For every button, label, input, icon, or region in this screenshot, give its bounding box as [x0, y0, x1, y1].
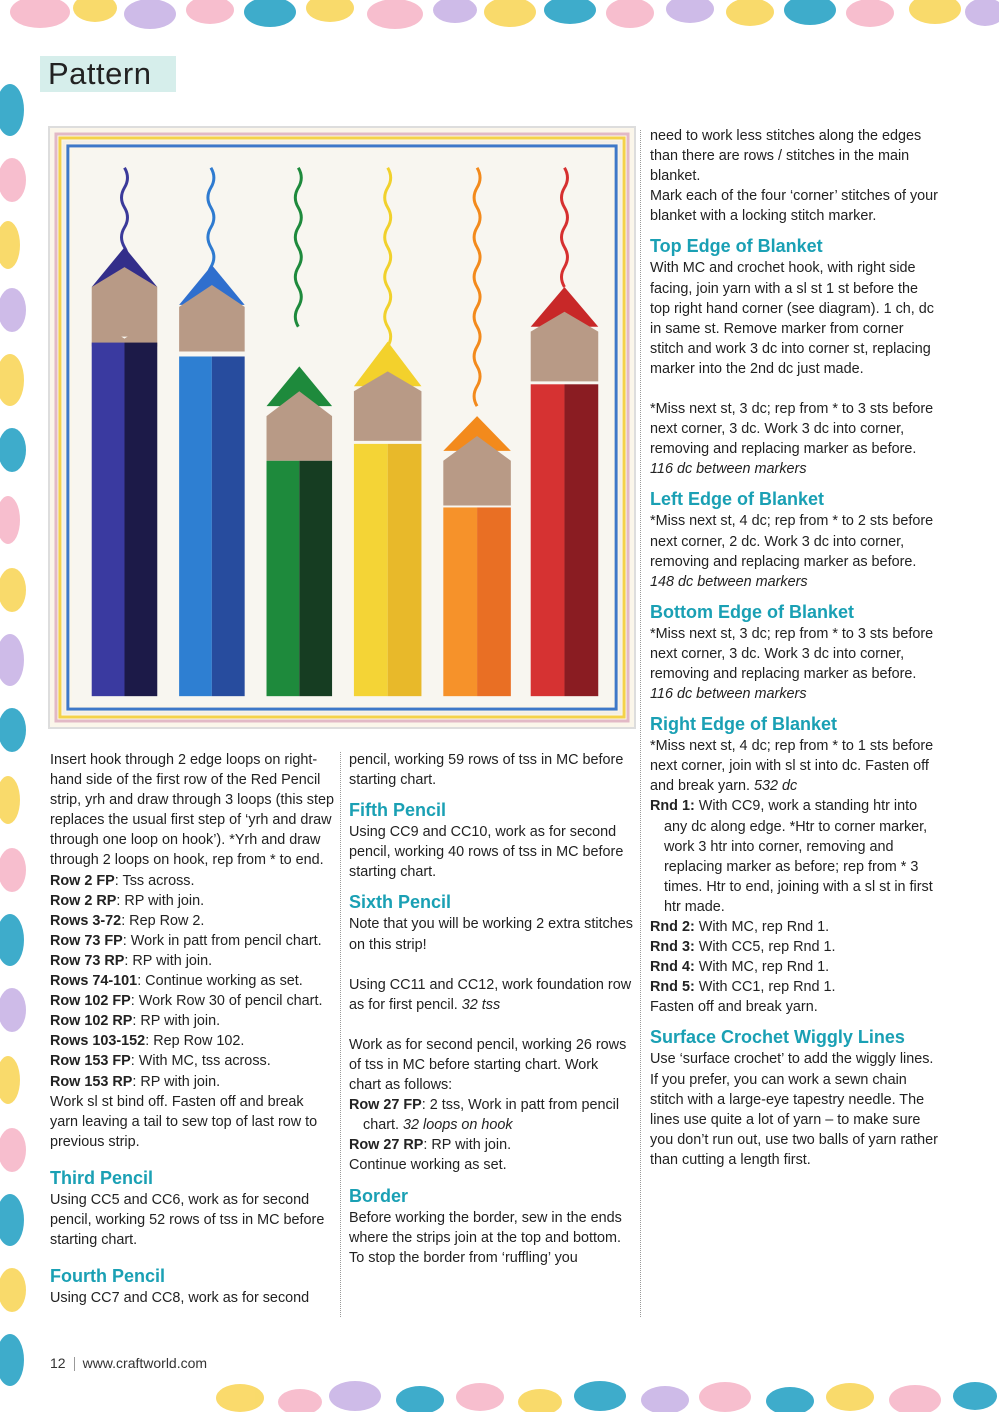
text-column-2 [349, 750, 634, 1268]
row-instruction: Row 102 RP: RP with join. [50, 1013, 221, 1030]
fifth-pencil-heading: Fifth Pencil [349, 800, 447, 821]
left-edge-heading: Left Edge of Blanket [650, 489, 825, 510]
pencil-blanket-photo [48, 126, 636, 729]
third-pencil-text: Using CC5 and CC6, work as for second pencil, working 52 rows of tss in MC before starting chart. [50, 1191, 325, 1249]
rnd-5: Rnd 5: With CC1, rep Rnd 1. [650, 979, 836, 996]
row-instruction: Row 73 RP: RP with join. [50, 952, 213, 969]
intro-paragraph: Insert hook through 2 edge loops on right-hand side of the first row of the Red Pencil strip, yrh and draw through 3 loops (this step replaces the usual first step of ‘yrh and draw through one loop on hook’). *Yrh and draw through 2 loops on hook, rep from * to end. [50, 752, 334, 869]
surface-crochet-text: Use ‘surface crochet’ to add the wiggly lines. If you prefer, you can work a sewn chain stitch with a large-eye tapestry needle. The lines use quite a lot of yarn – to make sure you don’t run out, use two balls of yarn rather than cutting a length first. [650, 1051, 938, 1168]
rnd-3: Rnd 3: With CC5, rep Rnd 1. [650, 939, 836, 956]
row-instruction: Rows 103-152: Rep Row 102. [50, 1033, 245, 1050]
row-27-rp: Row 27 RP: RP with join. [349, 1137, 512, 1154]
page-title: Pattern [40, 56, 176, 92]
continued-text: pencil, working 59 rows of tss in MC before starting chart. [349, 752, 624, 789]
border-text-2: To stop the border from ‘ruffling’ you [349, 1249, 578, 1266]
page-number: 12 [50, 1355, 66, 1371]
website-url: www.craftworld.com [82, 1355, 208, 1371]
text-column-1 [50, 750, 335, 1308]
bind-off-paragraph: Work sl st bind off. Fasten off and break yarn leaving a tail to sew top of last row to previous strip. [50, 1093, 318, 1150]
column-divider [340, 752, 341, 1317]
sixth-pencil-note: Note that you will be working 2 extra stitches on this strip! [349, 916, 633, 953]
rnd-1: Rnd 1: With CC9, work a standing htr into any dc along edge. *Htr to corner marker, work 3 htr into corner, removing and replacing marker as before; rep from * 3 times. Htr to end, joining with a sl st in first htr made. [650, 798, 933, 915]
column-divider [640, 130, 641, 1317]
row-instruction: Row 2 FP: Tss across. [50, 872, 195, 889]
fasten-off-text: Fasten off and break yarn. [650, 999, 818, 1016]
row-instruction: Row 73 FP: Work in patt from pencil chart. [50, 932, 322, 949]
footer-separator [74, 1357, 75, 1371]
top-edge-text: With MC and crochet hook, with right side facing, join yarn with a sl st 1 st before the top right hand corner (see diagram). 1 ch, dc in same st. Remove marker from corner stitch and work 3 dc into corner st, replacing marker into the 2nd dc just made. [650, 260, 934, 377]
bottom-edge-text: *Miss next st, 3 dc; rep from * to 3 sts before next corner, 3 dc. Work 3 dc into corner, removing and replacing marker as before. 116 dc between markers [650, 625, 934, 703]
row-instruction: Row 153 FP: With MC, tss across. [50, 1053, 271, 1070]
right-edge-text: *Miss next st, 4 dc; rep from * to 1 sts before next corner, join with sl st into dc. Fasten off and break yarn. 532 dc [650, 738, 934, 795]
third-pencil-heading: Third Pencil [50, 1167, 154, 1188]
top-edge-heading: Top Edge of Blanket [650, 236, 823, 257]
border-text-1: Before working the border, sew in the ends where the strips join at the top and bottom. [349, 1209, 622, 1246]
rnd-2: Rnd 2: With MC, rep Rnd 1. [650, 919, 830, 935]
marker-text: Mark each of the four ‘corner’ stitches of your blanket with a locking stitch marker. [650, 188, 938, 225]
row-instruction: Row 2 RP: RP with join. [50, 892, 205, 909]
row-instruction: Rows 74-101: Continue working as set. [50, 973, 303, 990]
row-instruction: Row 102 FP: Work Row 30 of pencil chart. [50, 993, 323, 1010]
continue-text: Continue working as set. [349, 1157, 507, 1174]
bottom-edge-heading: Bottom Edge of Blanket [650, 601, 855, 622]
sixth-pencil-work: Work as for second pencil, working 26 rows of tss in MC before starting chart. Work chart as follows: [349, 1036, 627, 1094]
fourth-pencil-heading: Fourth Pencil [50, 1266, 166, 1287]
top-edge-text-2: *Miss next st, 3 dc; rep from * to 3 sts before next corner, 3 dc. Work 3 dc into corner, removing and replacing marker as before. 116 dc between markers [650, 401, 934, 478]
page-footer [50, 1355, 207, 1371]
fourth-pencil-text: Using CC7 and CC8, work as for second [50, 1290, 310, 1307]
text-column-3 [650, 126, 940, 1170]
row-instruction: Row 153 RP: RP with join. [50, 1073, 221, 1090]
rnd-4: Rnd 4: With MC, rep Rnd 1. [650, 959, 830, 976]
sixth-pencil-foundation: Using CC11 and CC12, work foundation row as for first pencil. 32 tss [349, 976, 632, 1013]
sixth-pencil-heading: Sixth Pencil [349, 892, 452, 913]
row-instructions [50, 871, 335, 1092]
surface-crochet-heading: Surface Crochet Wiggly Lines [650, 1027, 905, 1048]
fifth-pencil-text: Using CC9 and CC10, work as for second pencil, working 40 rows of tss in MC before starting chart. [349, 824, 624, 881]
border-heading: Border [349, 1185, 409, 1206]
edge-stitches-text: need to work less stitches along the edges than there are rows / stitches in the main blanket. [650, 128, 922, 185]
row-instruction: Rows 3-72: Rep Row 2. [50, 912, 205, 929]
row-27-fp: Row 27 FP: 2 tss, Work in patt from pencil chart. 32 loops on hook [349, 1097, 620, 1134]
left-edge-text: *Miss next st, 4 dc; rep from * to 2 sts before next corner, 2 dc. Work 3 dc into corner, removing and replacing marker as before. 148 dc between markers [650, 513, 934, 590]
right-edge-heading: Right Edge of Blanket [650, 714, 838, 735]
